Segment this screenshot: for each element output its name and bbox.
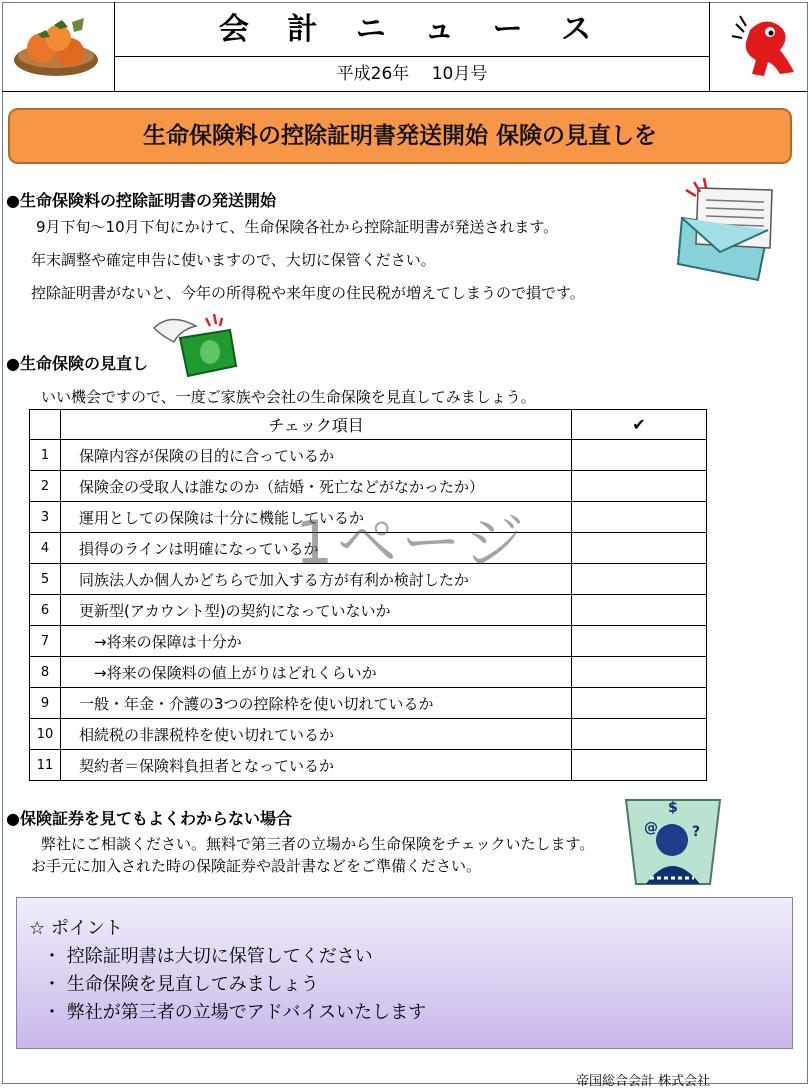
row-item: 保障内容が保険の目的に合っているか (61, 440, 572, 471)
checklist-table (29, 409, 707, 781)
row-item: 相続税の非課税枠を使い切れているか (61, 719, 572, 750)
table-row (30, 440, 707, 471)
checklist-header-no (30, 410, 61, 440)
page-watermark: 1ページ (295, 508, 528, 578)
newsletter-title: 会 計 ニ ュ ー ス (115, 2, 709, 57)
table-row (30, 595, 707, 626)
row-item: 同族法人か個人かどちらで加入する方が有利か検討したか (61, 564, 572, 595)
table-row (30, 657, 707, 688)
row-item: 契約者＝保険料負担者となっているか (61, 750, 572, 781)
checklist-header-row (30, 410, 707, 440)
section1-line-2: 年末調整や確定申告に使いますので、大切に保管ください。 (31, 251, 436, 269)
row-number: 11 (30, 750, 61, 781)
row-number: 7 (30, 626, 61, 657)
logo-cell (2, 2, 115, 91)
persimmon-basket-icon (2, 2, 114, 91)
svg-text:?: ? (692, 824, 701, 840)
section2-intro: いい機会ですので、一度ご家族や会社の生命保険を見直してみましょう。 (41, 388, 536, 406)
row-check-cell[interactable] (572, 564, 707, 595)
row-number: 2 (30, 471, 61, 502)
table-row (30, 688, 707, 719)
table-row (30, 719, 707, 750)
row-check-cell[interactable] (572, 719, 707, 750)
newsletter-header (2, 2, 808, 92)
row-check-cell[interactable] (572, 688, 707, 719)
row-number: 4 (30, 533, 61, 564)
point-item-3: ・ 弊社が第三者の立場でアドバイスいたします (43, 1002, 427, 1023)
headline-banner: 生命保険料の控除証明書発送開始 保険の見直しを (8, 108, 792, 164)
row-check-cell[interactable] (572, 750, 707, 781)
section-heading-deduction-certificate: ●生命保険料の控除証明書の発送開始 (6, 191, 276, 210)
section3-line-1: 弊社にご相談ください。無料で第三者の立場から生命保険をチェックいたします。 (41, 835, 595, 853)
row-check-cell[interactable] (572, 471, 707, 502)
mascot-icon (710, 2, 809, 91)
row-number: 6 (30, 595, 61, 626)
company-name-footer: 帝国総合会計 株式会社 (576, 1074, 711, 1089)
section3-line-2: お手元に加入された時の保険証券や設計書などをご準備ください。 (31, 857, 482, 875)
row-number: 5 (30, 564, 61, 595)
section1-line-1: 9月下旬～10月下旬にかけて、生命保険各社から控除証明書が発送されます。 (36, 218, 559, 236)
row-number: 9 (30, 688, 61, 719)
envelope-letter-icon (676, 178, 776, 288)
row-item: →将来の保障は十分か (61, 626, 572, 657)
checklist-header-item: チェック項目 (61, 410, 572, 440)
row-item: 保険金の受取人は誰なのか（結婚・死亡などがなかったか） (61, 471, 572, 502)
row-number: 3 (30, 502, 61, 533)
row-check-cell[interactable] (572, 657, 707, 688)
checklist-header-check: ✔ (572, 410, 707, 440)
table-row (30, 750, 707, 781)
point-heading: ☆ ポイント (29, 918, 123, 939)
row-item: 運用としての保険は十分に機能しているか (61, 502, 572, 533)
row-number: 8 (30, 657, 61, 688)
svg-text:@: @ (644, 820, 658, 836)
issue-date: 平成26年 10月号 (336, 64, 488, 84)
flying-money-icon (150, 312, 240, 382)
point-item-1: ・ 控除証明書は大切に保管してください (43, 946, 373, 967)
svg-text:$: $ (668, 800, 678, 816)
section-heading-policy-help: ●保険証券を見てもよくわからない場合 (6, 809, 292, 828)
row-item: 一般・年金・介護の3つの控除枠を使い切れているか (61, 688, 572, 719)
section1-line-3: 控除証明書がないと、今年の所得税や来年度の住民税が増えてしまうので損です。 (31, 284, 585, 302)
table-row (30, 626, 707, 657)
row-check-cell[interactable] (572, 502, 707, 533)
row-item: 更新型(アカウント型)の契約になっていないか (61, 595, 572, 626)
row-number: 10 (30, 719, 61, 750)
row-check-cell[interactable] (572, 440, 707, 471)
section-heading-review-insurance: ●生命保険の見直し (6, 354, 148, 373)
row-item: →将来の保険料の値上がりはどれくらいか (61, 657, 572, 688)
consultant-question-icon (622, 796, 724, 888)
row-check-cell[interactable] (572, 533, 707, 564)
row-check-cell[interactable] (572, 595, 707, 626)
row-number: 1 (30, 440, 61, 471)
point-summary-box (16, 897, 793, 1049)
point-item-2: ・ 生命保険を見直してみましょう (43, 974, 319, 995)
row-item: 損得のラインは明確になっているか (61, 533, 572, 564)
row-check-cell[interactable] (572, 626, 707, 657)
mascot-cell (709, 2, 809, 91)
